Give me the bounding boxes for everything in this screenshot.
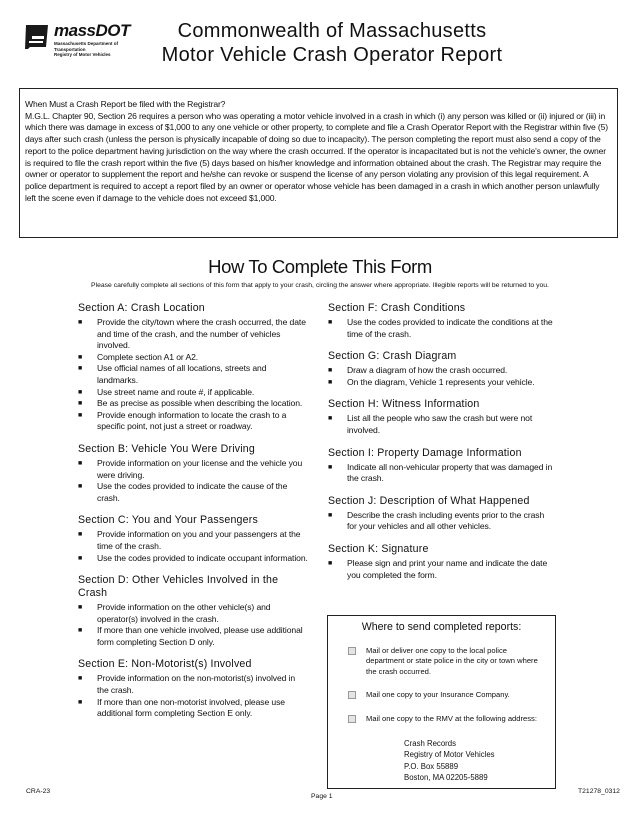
logo-subtitle-line1: Massachusetts Department of Transportation (54, 41, 119, 52)
form-id: CRA-23 (26, 788, 51, 795)
section-title: Section C: You and Your Passengers (78, 514, 258, 527)
bullet-icon: ■ (78, 411, 83, 419)
form-code: T21278_0312 (578, 788, 620, 795)
logo-name: massDOT (54, 21, 130, 40)
list-item: ■ Provide information on the non-motorist(s) involved in the crash. (78, 673, 296, 696)
send-option-text: Mail one copy to the RMV at the following address: (366, 714, 537, 723)
form-title-line2: Motor Vehicle Crash Operator Report (161, 44, 503, 66)
checkbox-icon[interactable] (348, 647, 356, 655)
bullet-icon: ■ (328, 463, 333, 471)
section-a (78, 302, 308, 433)
massdot-logo-graphic (22, 22, 52, 52)
list-item: ■ Provide information on you and your passengers at the time of the crash. (78, 529, 301, 551)
section-e (78, 658, 308, 719)
checkbox-icon[interactable] (348, 715, 356, 723)
logo-subtitle-line2: Registry of Motor Vehicles (54, 52, 111, 57)
logo-subtitle (54, 41, 140, 58)
bullet-icon: ■ (78, 353, 83, 361)
bullet-icon: ■ (328, 559, 333, 567)
section-title: Section F: Crash Conditions (328, 302, 466, 314)
section-d (78, 574, 308, 648)
bullet-icon: ■ (78, 698, 83, 706)
page-number: Page 1 (311, 793, 333, 800)
section-b (78, 443, 308, 504)
list-item: ■ Use the codes provided to indicate occupant information. (78, 552, 308, 563)
section-title: Section I: Property Damage Information (328, 446, 522, 459)
list-item: ■ If more than one vehicle involved, please use additional form completing Section D only. (78, 625, 303, 647)
list-item: ■ Use street name and route #, if applicable. (78, 386, 255, 397)
bullet-icon: ■ (78, 483, 83, 491)
list-item: ■ Provide enough information to locate the crash to a specific point, not just a street or roadway. (78, 409, 287, 432)
section-title: Section K: Signature (328, 542, 429, 555)
list-item: ■ Indicate all non-vehicular property that was damaged in the crash. (328, 461, 553, 484)
send-option-insurance (346, 690, 546, 700)
form-title-line1: Commonwealth of Massachusetts (177, 20, 487, 42)
list-item: ■ Use official names of all locations, streets and landmarks. (78, 363, 267, 385)
section-i (328, 447, 556, 485)
bullet-icon: ■ (78, 365, 83, 373)
address-line: Crash Records (404, 739, 456, 748)
instructions-left-column (78, 302, 308, 730)
list-item: ■ If more than one non-motorist involved, please use additional form completing Section E only. (78, 696, 285, 719)
section-g (328, 350, 556, 388)
instructions-note: Please carefully complete all sections of this form that apply to your crash, circling the answer where appropriate. Illegible reports will be returned to you. (91, 282, 549, 289)
list-item: ■ Use the codes provided to indicate the cause of the crash. (78, 481, 288, 503)
send-option-text: Mail or deliver one copy to the local police department or state police in the city or town where the crash occurred. (366, 646, 538, 676)
list-item: ■ Complete section A1 or A2. (78, 351, 199, 362)
checkbox-icon[interactable] (348, 691, 356, 699)
bullet-icon: ■ (78, 675, 83, 683)
bullet-icon: ■ (78, 554, 83, 562)
list-item: ■ Draw a diagram of how the crash occurred. (328, 365, 508, 376)
massdot-logo (22, 20, 140, 57)
bullet-icon: ■ (328, 511, 333, 519)
address-line: Registry of Motor Vehicles (404, 750, 495, 760)
section-k (328, 543, 556, 581)
send-reports-box (327, 615, 556, 789)
bullet-icon: ■ (78, 627, 83, 635)
filing-requirements-text: M.G.L. Chapter 90, Section 26 requires a person who was operating a motor vehicle involved in a crash in which (i) any person was killed or (ii) injured or (iii) in which there was damage in excess of $1,000 to any one vehicle or other property, to complete and file a Crash Operator Report with the Registrar within five (5) days after such crash (unless the person is physically incapable of doing so due to incapacity). The person completing the report must also send a copy of the report to the police department having jurisdiction on the way where the crash occurred. If the operator is incapacitated but is not the vehicle's owner, the owner is required to file the crash report within the five (5) days based on his/her knowledge and information obtained about the crash. The Registrar may require the owner or operator to supplement the report and he/she can revoke or suspend the license of any person violating any provision of this legal requirement. A police department is required to accept a report filed by an owner or operator whose vehicle has been damaged in a crash in which another person unlawfully left the scene even if damage to the vehicle does not exceed $1,000. (25, 110, 608, 203)
section-title: Section G: Crash Diagram (328, 350, 457, 363)
section-c (78, 514, 308, 564)
list-item: ■ Provide information on the other vehicle(s) and operator(s) involved in the crash. (78, 602, 271, 624)
list-item: ■ List all the people who saw the crash but were not involved. (328, 413, 533, 435)
filing-requirements-box (19, 88, 618, 238)
list-item: ■ Be as precise as possible when describing the location. (78, 398, 303, 409)
bullet-icon: ■ (78, 319, 83, 326)
list-item: ■ Describe the crash including events prior to the crash for your vehicles and all other vehicles. (328, 509, 545, 532)
section-h (328, 398, 556, 436)
bullet-icon: ■ (78, 400, 83, 408)
send-option-rmv (346, 714, 546, 724)
bullet-icon: ■ (328, 319, 333, 326)
bullet-icon: ■ (78, 459, 83, 467)
bullet-icon: ■ (78, 388, 83, 396)
how-to-complete-heading: How To Complete This Form (208, 256, 432, 277)
list-item: ■ Provide the city/town where the crash occurred, the date and time of the crash, and the number of vehicles involved. (78, 317, 306, 351)
send-option-police (346, 646, 546, 677)
bullet-icon: ■ (328, 378, 333, 386)
section-j (328, 495, 556, 533)
bullet-icon: ■ (78, 531, 83, 539)
section-title: Section H: Witness Information (328, 398, 480, 411)
section-title: Section B: Vehicle You Were Driving (78, 442, 255, 455)
bullet-icon: ■ (78, 604, 83, 612)
address-line: P.O. Box 55889 (404, 761, 459, 771)
send-reports-title: Where to send completed reports: (361, 621, 522, 633)
section-title: Section A: Crash Location (78, 302, 205, 314)
bullet-icon: ■ (328, 367, 333, 375)
list-item: ■ On the diagram, Vehicle 1 represents your vehicle. (328, 376, 535, 387)
filing-question: When Must a Crash Report be filed with the Registrar? (25, 99, 226, 109)
bullet-icon: ■ (328, 415, 333, 423)
section-f (328, 302, 556, 340)
section-title: Section J: Description of What Happened (328, 494, 530, 507)
address-line: Boston, MA 02205-5889 (404, 773, 488, 783)
section-title: Section E: Non-Motorist(s) Involved (78, 658, 252, 671)
section-title: Section D: Other Vehicles Involved in the Crash (78, 574, 279, 600)
list-item: ■ Please sign and print your name and indicate the date you completed the form. (328, 557, 548, 580)
list-item: ■ Use the codes provided to indicate the conditions at the time of the crash. (328, 317, 553, 339)
list-item: ■ Provide information on your license and the vehicle you were driving. (78, 457, 303, 480)
rmv-address (404, 738, 495, 784)
send-option-text: Mail one copy to your Insurance Company. (366, 690, 510, 699)
instructions-right-column (328, 302, 556, 591)
